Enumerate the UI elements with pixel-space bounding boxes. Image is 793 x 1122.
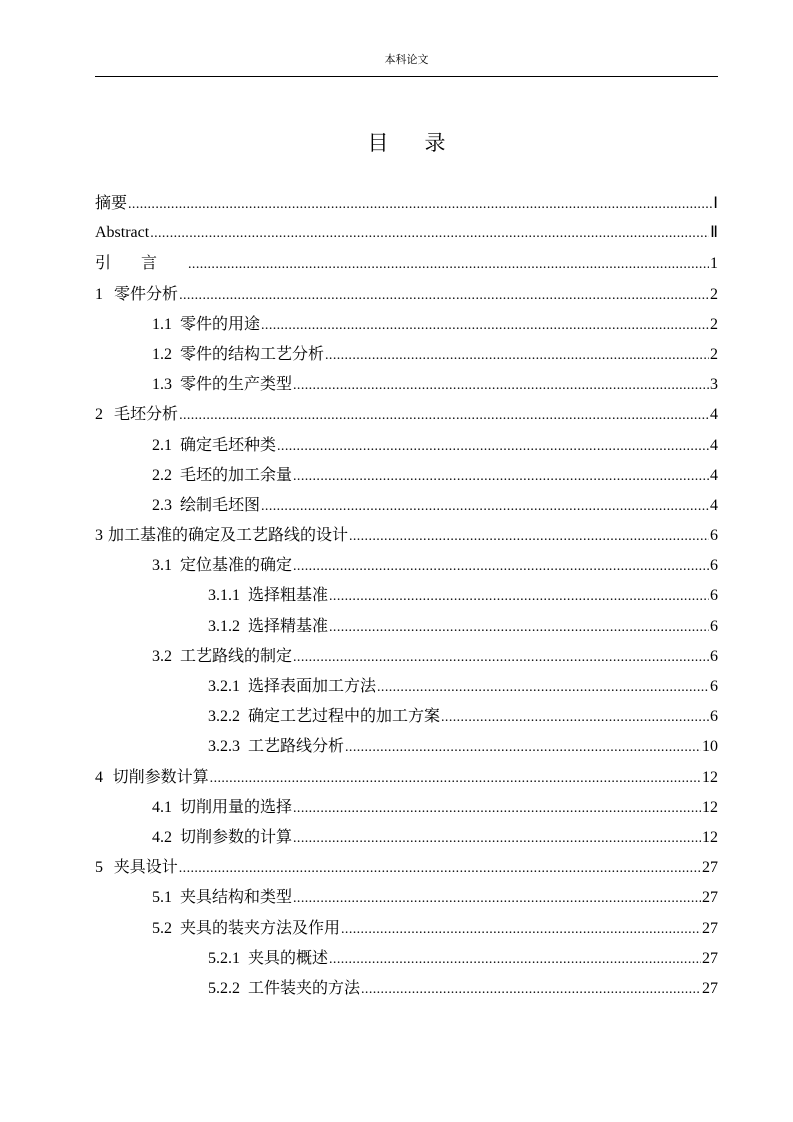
toc-entry[interactable]: [95, 550, 718, 580]
toc-entry-page: 6: [710, 647, 718, 665]
toc-entry-label: 确定毛坯种类: [180, 434, 277, 454]
dot-leader: [293, 884, 701, 914]
toc-entry-page: 6: [710, 557, 718, 575]
toc-entry-page: 6: [710, 587, 718, 605]
toc-entry-label: 选择表面加工方法: [248, 676, 377, 695]
toc-entry[interactable]: [95, 339, 718, 369]
toc-entry-page: 12: [702, 828, 718, 846]
toc-entry-number: 5: [95, 859, 103, 877]
toc-entry[interactable]: [95, 822, 718, 852]
toc-entry-page: 6: [710, 617, 718, 635]
toc-entry[interactable]: [95, 973, 718, 1003]
toc-entry-number: 2.2: [152, 466, 172, 484]
toc-entry-number: 4.1: [152, 798, 172, 816]
toc-entry-number: 1.3: [152, 376, 172, 394]
toc-entry-page: 27: [702, 919, 718, 937]
toc-entry[interactable]: [95, 792, 718, 822]
toc-entry-page: 27: [702, 979, 718, 997]
toc-entry-number: 1.2: [152, 345, 172, 363]
dot-leader: [150, 219, 709, 249]
toc-entry-label: 工艺路线的制定: [180, 645, 293, 665]
toc-entry-page: 3: [710, 376, 718, 394]
toc-entry-page: 1: [710, 255, 718, 273]
toc-entry-page: 4: [710, 436, 718, 454]
dot-leader: [329, 945, 701, 975]
toc-entry-number: 2.3: [152, 496, 172, 514]
toc-entry[interactable]: [95, 943, 718, 973]
dot-leader: [325, 341, 709, 371]
toc-entry[interactable]: [95, 762, 718, 792]
toc-entry[interactable]: [95, 701, 718, 731]
toc-entry-page: Ⅰ: [713, 195, 718, 212]
table-of-contents: [95, 188, 718, 1003]
toc-entry-page: 4: [710, 496, 718, 514]
toc-entry[interactable]: [95, 369, 718, 399]
toc-entry-label: 夹具结构和类型: [180, 887, 293, 907]
toc-entry-page: 12: [702, 768, 718, 786]
toc-entry-page: 10: [702, 738, 718, 756]
dot-leader: [349, 522, 709, 552]
toc-entry-label: 零件的用途: [180, 313, 261, 333]
dot-leader: [128, 190, 712, 220]
toc-entry-label: 切削参数计算: [112, 766, 209, 786]
toc-entry-number: 3.1: [152, 557, 172, 575]
header-rule: [95, 76, 718, 77]
toc-entry-number: 1: [95, 285, 103, 303]
dot-leader: [261, 492, 709, 522]
toc-entry[interactable]: [95, 430, 718, 460]
running-header: 本科论文: [384, 53, 429, 66]
toc-entry-page: 6: [710, 527, 718, 545]
toc-entry[interactable]: [95, 188, 718, 218]
toc-entry-page: 27: [702, 949, 718, 967]
toc-entry[interactable]: [95, 248, 718, 278]
toc-entry-label: 定位基准的确定: [180, 555, 293, 575]
toc-entry[interactable]: [95, 731, 718, 761]
toc-entry[interactable]: [95, 309, 718, 339]
toc-entry[interactable]: [95, 671, 718, 701]
toc-entry-number: 3: [95, 527, 103, 545]
dot-leader: [377, 673, 709, 703]
toc-entry[interactable]: [95, 641, 718, 671]
toc-entry-label: 零件分析: [114, 283, 179, 303]
dot-leader: [293, 462, 709, 492]
toc-entry[interactable]: [95, 580, 718, 610]
toc-entry[interactable]: [95, 460, 718, 490]
toc-entry-number: 3.1.1: [208, 587, 240, 605]
toc-entry[interactable]: [95, 490, 718, 520]
toc-entry-label: 零件的结构工艺分析: [180, 343, 325, 363]
toc-entry-label: 零件的生产类型: [180, 374, 293, 394]
toc-entry-label: 工艺路线分析: [248, 736, 345, 756]
toc-entry-number: 3.2.3: [208, 738, 240, 756]
toc-entry-number: 5.2.1: [208, 949, 240, 967]
toc-entry-page: 27: [702, 889, 718, 907]
toc-entry-number: 3.2.1: [208, 678, 240, 695]
toc-entry[interactable]: [95, 399, 718, 429]
toc-entry-page: 6: [710, 708, 718, 726]
toc-entry-page: 12: [702, 798, 718, 816]
dot-leader: [210, 764, 701, 794]
dot-leader: [261, 311, 709, 341]
toc-entry-label: 选择精基准: [248, 615, 329, 635]
toc-entry-label: 毛坯分析: [114, 404, 179, 424]
toc-entry-label: 毛坯的加工余量: [180, 464, 293, 484]
toc-entry[interactable]: [95, 520, 718, 550]
toc-entry-number: 1.1: [152, 315, 172, 333]
toc-entry-label: 夹具设计: [113, 857, 178, 877]
toc-entry-number: 5.2: [152, 919, 172, 937]
dot-leader: [277, 432, 709, 462]
dot-leader: [329, 613, 709, 643]
toc-entry-label: 工件装夹的方法: [248, 977, 361, 997]
dot-leader: [341, 915, 701, 945]
dot-leader: [179, 854, 701, 884]
dot-leader: [293, 552, 709, 582]
toc-entry[interactable]: [95, 611, 718, 641]
toc-entry-page: 2: [710, 315, 718, 333]
dot-leader: [188, 250, 709, 280]
toc-entry-number: 5.1: [152, 889, 172, 907]
toc-entry-number: 5.2.2: [208, 979, 240, 997]
toc-entry-page: 27: [702, 859, 718, 877]
dot-leader: [345, 733, 701, 763]
page-title: 目录: [367, 131, 482, 155]
dot-leader: [293, 371, 709, 401]
toc-entry-number: 2: [95, 406, 103, 424]
toc-entry[interactable]: [95, 882, 718, 912]
toc-entry-label: 夹具的概述: [248, 947, 329, 967]
dot-leader: [329, 582, 709, 612]
toc-entry-label: 夹具的装夹方法及作用: [180, 917, 341, 937]
toc-entry-page: 6: [710, 678, 718, 695]
toc-entry-label: 绘制毛坯图: [180, 494, 261, 514]
toc-entry-label: 切削用量的选择: [180, 796, 293, 816]
toc-entry-page: Ⅱ: [710, 224, 718, 242]
toc-entry-page: 2: [710, 345, 718, 363]
dot-leader: [179, 401, 709, 431]
toc-entry[interactable]: [95, 913, 718, 943]
toc-entry-number: 4.2: [152, 828, 172, 846]
toc-entry[interactable]: [95, 852, 718, 882]
toc-entry-page: 4: [710, 406, 718, 424]
toc-entry[interactable]: [95, 279, 718, 309]
toc-entry-label: 引言: [95, 253, 188, 273]
toc-entry-number: 4: [95, 768, 103, 786]
toc-entry-label: 选择粗基准: [248, 585, 329, 605]
toc-entry-label: 确定工艺过程中的加工方案: [248, 706, 441, 726]
toc-entry-page: 2: [710, 285, 718, 303]
toc-entry-label: 切削参数的计算: [180, 826, 293, 846]
toc-entry-number: 3.2: [152, 647, 172, 665]
dot-leader: [361, 975, 701, 1005]
dot-leader: [293, 794, 701, 824]
toc-entry-label: 加工基准的确定及工艺路线的设计: [107, 525, 348, 545]
dot-leader: [293, 643, 709, 673]
toc-entry-label: Abstract: [95, 224, 150, 242]
toc-entry-label: 摘要: [95, 193, 128, 212]
toc-entry-number: 3.2.2: [208, 708, 240, 726]
toc-entry-number: 3.1.2: [208, 617, 240, 635]
dot-leader: [179, 281, 709, 311]
dot-leader: [293, 824, 701, 854]
toc-entry[interactable]: [95, 218, 718, 248]
dot-leader: [441, 703, 709, 733]
toc-entry-number: 2.1: [152, 436, 172, 454]
toc-entry-page: 4: [710, 466, 718, 484]
